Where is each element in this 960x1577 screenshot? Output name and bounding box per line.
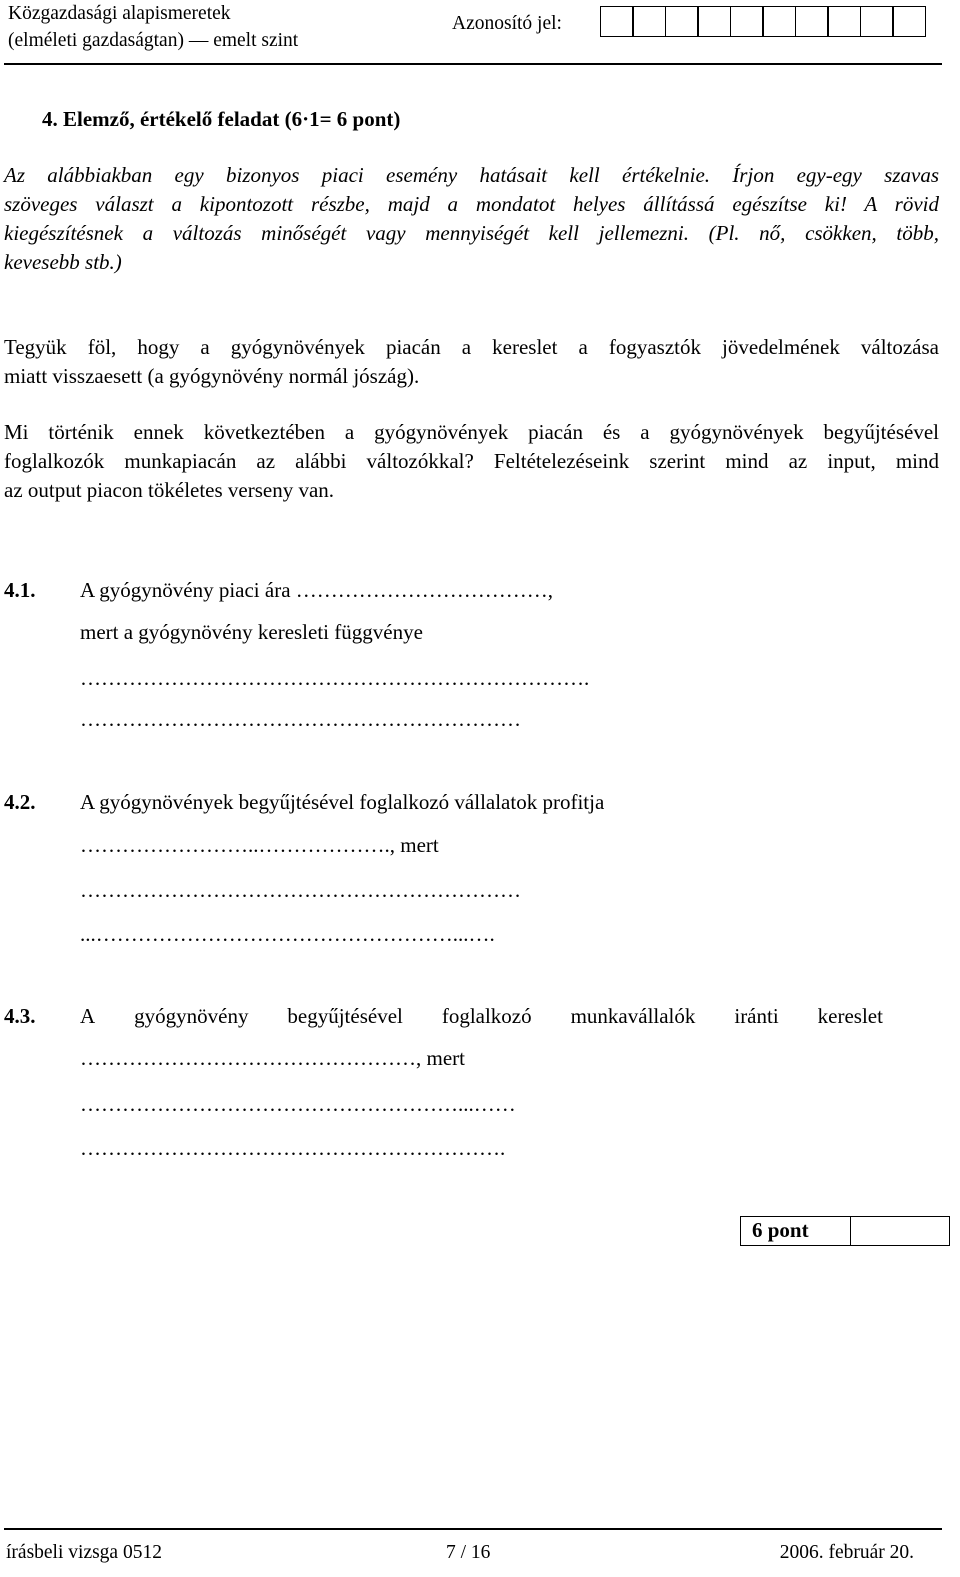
item-line [80,1002,883,1031]
id-box[interactable] [697,6,731,37]
id-box[interactable] [860,6,894,37]
footer-left: írásbeli vizsga 0512 [6,1542,162,1563]
id-box[interactable] [632,6,666,37]
id-boxes [601,6,926,37]
item-word: foglalkozó [441,1004,532,1028]
subject-title [8,0,298,54]
id-box[interactable] [665,6,699,37]
id-box[interactable] [892,6,926,37]
premise [4,333,939,391]
answer-blank[interactable]: ……………………..………………., mert [80,833,439,857]
item-word: A [80,1004,96,1028]
instructions-line: kiegészítésnek a változás minőségét vagy mennyiségét kell jellemezni. (Pl. nő, csökken, több, [4,221,939,245]
item-number: 4.2. [4,790,36,814]
header-rule [4,63,942,65]
answer-blank[interactable]: ……………………………………………………… [80,707,521,731]
item-number: 4.3. [4,1004,36,1028]
item-line: A gyógynövény piaci ára ………………………………, [80,578,554,602]
item-word: iránti [734,1004,779,1028]
item-word: begyűjtésével [287,1004,403,1028]
id-box[interactable] [730,6,764,37]
subject-line-1: Közgazdasági alapismeretek [8,3,231,24]
answer-blank[interactable]: ………………………………………………………………. [80,666,590,690]
answer-blank[interactable]: ……………………………………………………… [80,878,521,902]
premise-line: Tegyük föl, hogy a gyógynövények piacán a kereslet a fogyasztók jövedelmének változása [4,335,939,359]
subject-line-2: (elméleti gazdaságtan) — emelt szint [8,30,299,51]
item-word: kereslet [817,1004,883,1028]
id-box[interactable] [827,6,861,37]
score-box [740,1216,950,1246]
score-label: 6 pont [741,1217,851,1245]
id-box[interactable] [762,6,796,37]
page-number: 7 / 16 [446,1542,491,1563]
item-line: mert a gyógynövény keresleti függvénye [80,620,423,644]
premise-line: miatt visszaesett (a gyógynövény normál jószág). [4,364,420,388]
score-field[interactable] [851,1217,949,1245]
instructions-line: szöveges választ a kipontozott részbe, majd a mondatot helyes állítássá egészítse ki! A rövid [4,192,939,216]
id-label: Azonosító jel: [452,13,562,34]
footer-rule [4,1528,942,1530]
question-line: foglalkozók munkapiacán az alábbi változókkal? Feltételezéseink szerint mind az input, mind [4,449,939,473]
question-line: az output piacon tökéletes verseny van. [4,478,335,502]
id-box[interactable] [600,6,634,37]
id-box[interactable] [795,6,829,37]
task-title: 4. Elemző, értékelő feladat (6·1= 6 pont) [42,107,401,131]
answer-blank[interactable]: …………………………………………, mert [80,1046,465,1070]
answer-blank[interactable]: ………………………………………………...…… [80,1092,516,1116]
question-line: Mi történik ennek következtében a gyógynövények piacán és a gyógynövények begyűjtésével [4,420,939,444]
instructions-line: Az alábbiakban egy bizonyos piaci esemény hatásait kell értékelnie. Írjon egy-egy szavas [4,163,939,187]
item-word: gyógynövény [134,1004,249,1028]
answer-blank[interactable]: ...……………………………………………...…. [80,922,495,946]
item-number: 4.1. [4,578,36,602]
question [4,418,939,505]
answer-blank[interactable]: ……………………………………………………. [80,1136,506,1160]
item-word: munkavállalók [570,1004,696,1028]
item-line: A gyógynövények begyűjtésével foglalkozó vállalatok profitja [80,790,605,814]
instructions [4,161,939,277]
footer-date: 2006. február 20. [779,1542,914,1563]
instructions-line: kevesebb stb.) [4,250,122,274]
